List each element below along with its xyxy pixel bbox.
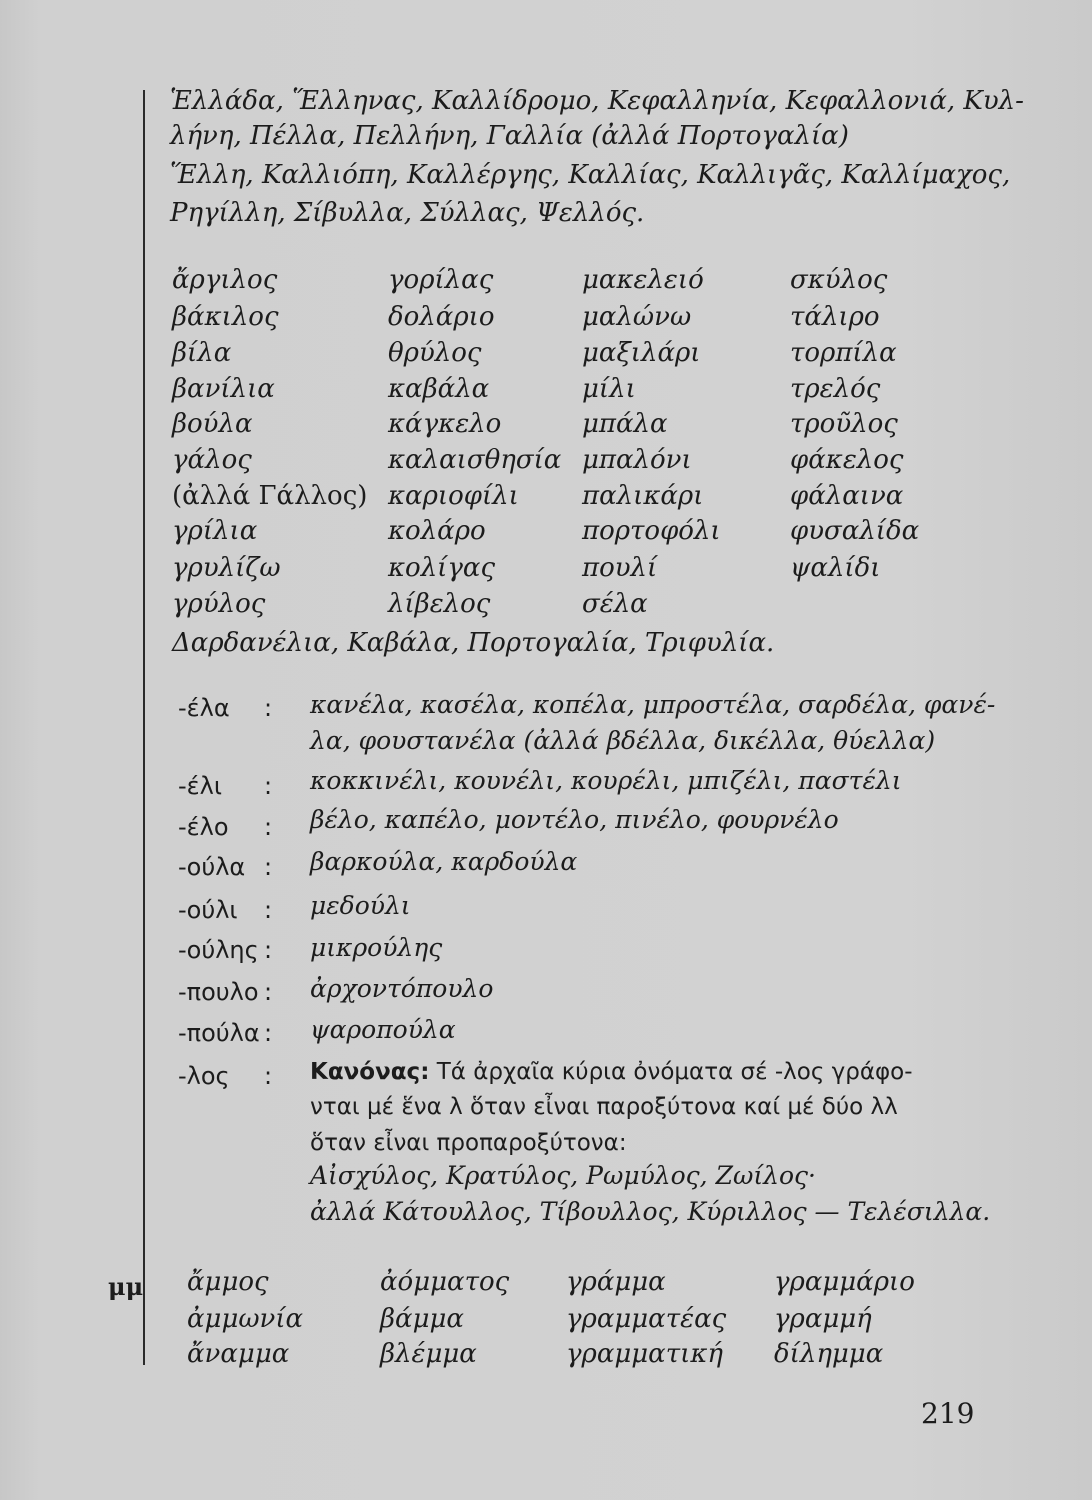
mm-c4-0: γραμμάριο — [774, 1267, 915, 1297]
colon: : — [264, 772, 273, 800]
mm-c3-2: γραμματική — [566, 1339, 723, 1369]
word-c1-0: ἄργιλος — [172, 265, 278, 295]
intro-line-2: λήνη, Πέλλα, Πελλήνη, Γαλλία (ἀλλά Πορτογαλία) — [170, 121, 849, 151]
rule-text-3: ὅταν εἶναι προπαροξύτονα: — [310, 1130, 627, 1156]
word-c1-2: βίλα — [172, 338, 232, 368]
mm-c3-1: γραμματέας — [566, 1304, 727, 1334]
word-c3-4: μπάλα — [582, 409, 668, 439]
word-c2-2: θρύλος — [388, 338, 482, 368]
suffix-oula: -ούλα — [178, 853, 246, 881]
mm-c1-2: ἄναμμα — [187, 1339, 290, 1369]
word-c1-1: βάκιλος — [172, 302, 279, 332]
mm-c2-1: βάμμα — [380, 1304, 464, 1334]
word-c2-5: καλαισθησία — [388, 445, 562, 475]
suffix-ela-words: κανέλα, κασέλα, κοπέλα, μπροστέλα, σαρδέλα, φανέ- — [310, 690, 996, 719]
word-c1-5: γάλος — [172, 445, 252, 475]
colon: : — [264, 978, 273, 1006]
suffix-ouli-words: μεδούλι — [310, 891, 411, 920]
word-c3-3: μίλι — [582, 374, 636, 404]
suffix-elo-words: βέλο, καπέλο, μοντέλο, πινέλο, φουρνέλο — [310, 805, 839, 834]
suffix-poulo: -πουλο — [178, 978, 259, 1006]
word-c4-0: σκύλος — [790, 265, 888, 295]
colon: : — [264, 936, 273, 964]
word-c2-3: καβάλα — [388, 374, 490, 404]
margin-rule — [143, 90, 145, 1365]
suffix-poula-words: ψαροπούλα — [310, 1015, 456, 1044]
suffix-poula: -πούλα — [178, 1019, 260, 1047]
rule-examples-1: Αἰσχύλος, Κρατύλος, Ρωμύλος, Ζωίλος· — [310, 1161, 816, 1190]
word-c2-7: κολάρο — [388, 516, 486, 546]
suffix-elo: -έλο — [178, 813, 229, 841]
colon: : — [264, 813, 273, 841]
colon: : — [264, 1019, 273, 1047]
suffix-oula-words: βαρκούλα, καρδούλα — [310, 847, 578, 876]
rule-text-1: Τά ἀρχαῖα κύρια ὀνόματα σέ -λος γράφο- — [436, 1059, 913, 1085]
colon: : — [264, 1062, 273, 1090]
word-c2-1: δολάριο — [388, 302, 495, 332]
word-c3-9: σέλα — [582, 589, 648, 619]
suffix-ela: -έλα — [178, 694, 230, 722]
mm-c2-2: βλέμμα — [380, 1339, 477, 1369]
mm-c3-0: γράμμα — [566, 1267, 666, 1297]
suffix-poulo-words: ἀρχοντόπουλο — [310, 974, 494, 1003]
word-c4-5: φάκελος — [790, 445, 904, 475]
word-c4-2: τορπίλα — [790, 338, 897, 368]
rule-label: Κανόνας: — [310, 1059, 430, 1085]
word-c2-6: καριοφίλι — [388, 481, 519, 511]
word-c3-0: μακελειό — [582, 265, 704, 295]
rule-text-2: νται μέ ἕνα λ ὅταν εἶναι παροξύτονα καί μέ δύο λλ — [310, 1094, 898, 1120]
mm-label: μμ — [108, 1272, 144, 1301]
rule-line-1 — [310, 1061, 913, 1084]
place-names: Δαρδανέλια, Καβάλα, Πορτογαλία, Τριφυλία. — [172, 628, 775, 658]
mm-c2-0: ἀόμματος — [380, 1267, 510, 1297]
word-c1-9: γρύλος — [172, 589, 266, 619]
mm-c4-2: δίλημμα — [774, 1339, 884, 1369]
suffix-eli: -έλι — [178, 772, 222, 800]
suffix-oulis: -ούλης — [178, 936, 259, 964]
word-c1-6: (ἀλλά Γάλλος) — [172, 481, 368, 511]
word-c3-5: μπαλόνι — [582, 445, 692, 475]
intro-line-3: Ἕλλη, Καλλιόπη, Καλλέργης, Καλλίας, Καλλιγᾶς, Καλλίμαχος, — [170, 160, 1011, 190]
mm-c1-1: ἀμμωνία — [187, 1304, 304, 1334]
suffix-ouli: -ούλι — [178, 896, 238, 924]
rule-examples-2: ἀλλά Κάτουλλος, Τίβουλλος, Κύριλλος — Τελέσιλλα. — [310, 1197, 991, 1226]
colon: : — [264, 853, 273, 881]
intro-line-1: Ἑλλάδα, Ἕλληνας, Καλλίδρομο, Κεφαλληνία, Κεφαλλονιά, Κυλ- — [170, 86, 1024, 116]
word-c2-8: κολίγας — [388, 553, 496, 583]
word-c2-9: λίβελος — [388, 589, 491, 619]
word-c1-3: βανίλια — [172, 374, 275, 404]
suffix-eli-words: κοκκινέλι, κουνέλι, κουρέλι, μπιζέλι, παστέλι — [310, 766, 902, 795]
word-c1-4: βούλα — [172, 409, 253, 439]
mm-c4-1: γραμμή — [774, 1304, 872, 1334]
word-c4-8: ψαλίδι — [790, 553, 881, 583]
word-c4-3: τρελός — [790, 374, 881, 404]
word-c3-2: μαξιλάρι — [582, 338, 701, 368]
word-c2-4: κάγκελο — [388, 409, 502, 439]
word-c1-7: γρίλια — [172, 516, 258, 546]
page-number: 219 — [921, 1397, 975, 1430]
word-c3-6: παλικάρι — [582, 481, 704, 511]
word-c3-7: πορτοφόλι — [582, 516, 721, 546]
word-c3-1: μαλώνω — [582, 302, 692, 332]
mm-c1-0: ἄμμος — [187, 1267, 269, 1297]
word-c4-1: τάλιρο — [790, 302, 880, 332]
intro-line-4: Ρηγίλλη, Σίβυλλα, Σύλλας, Ψελλός. — [170, 198, 645, 228]
word-c2-0: γορίλας — [388, 265, 494, 295]
word-c4-4: τροῦλος — [790, 409, 898, 439]
word-c4-7: φυσαλίδα — [790, 516, 920, 546]
word-c3-8: πουλί — [582, 553, 658, 583]
colon: : — [264, 896, 273, 924]
colon: : — [264, 694, 273, 722]
suffix-ela-words-cont: λα, φουστανέλα (ἀλλά βδέλλα, δικέλλα, θύελλα) — [310, 726, 936, 755]
suffix-los: -λος — [178, 1062, 230, 1090]
suffix-oulis-words: μικρούλης — [310, 933, 443, 962]
word-c1-8: γρυλίζω — [172, 553, 281, 583]
word-c4-6: φάλαινα — [790, 481, 904, 511]
